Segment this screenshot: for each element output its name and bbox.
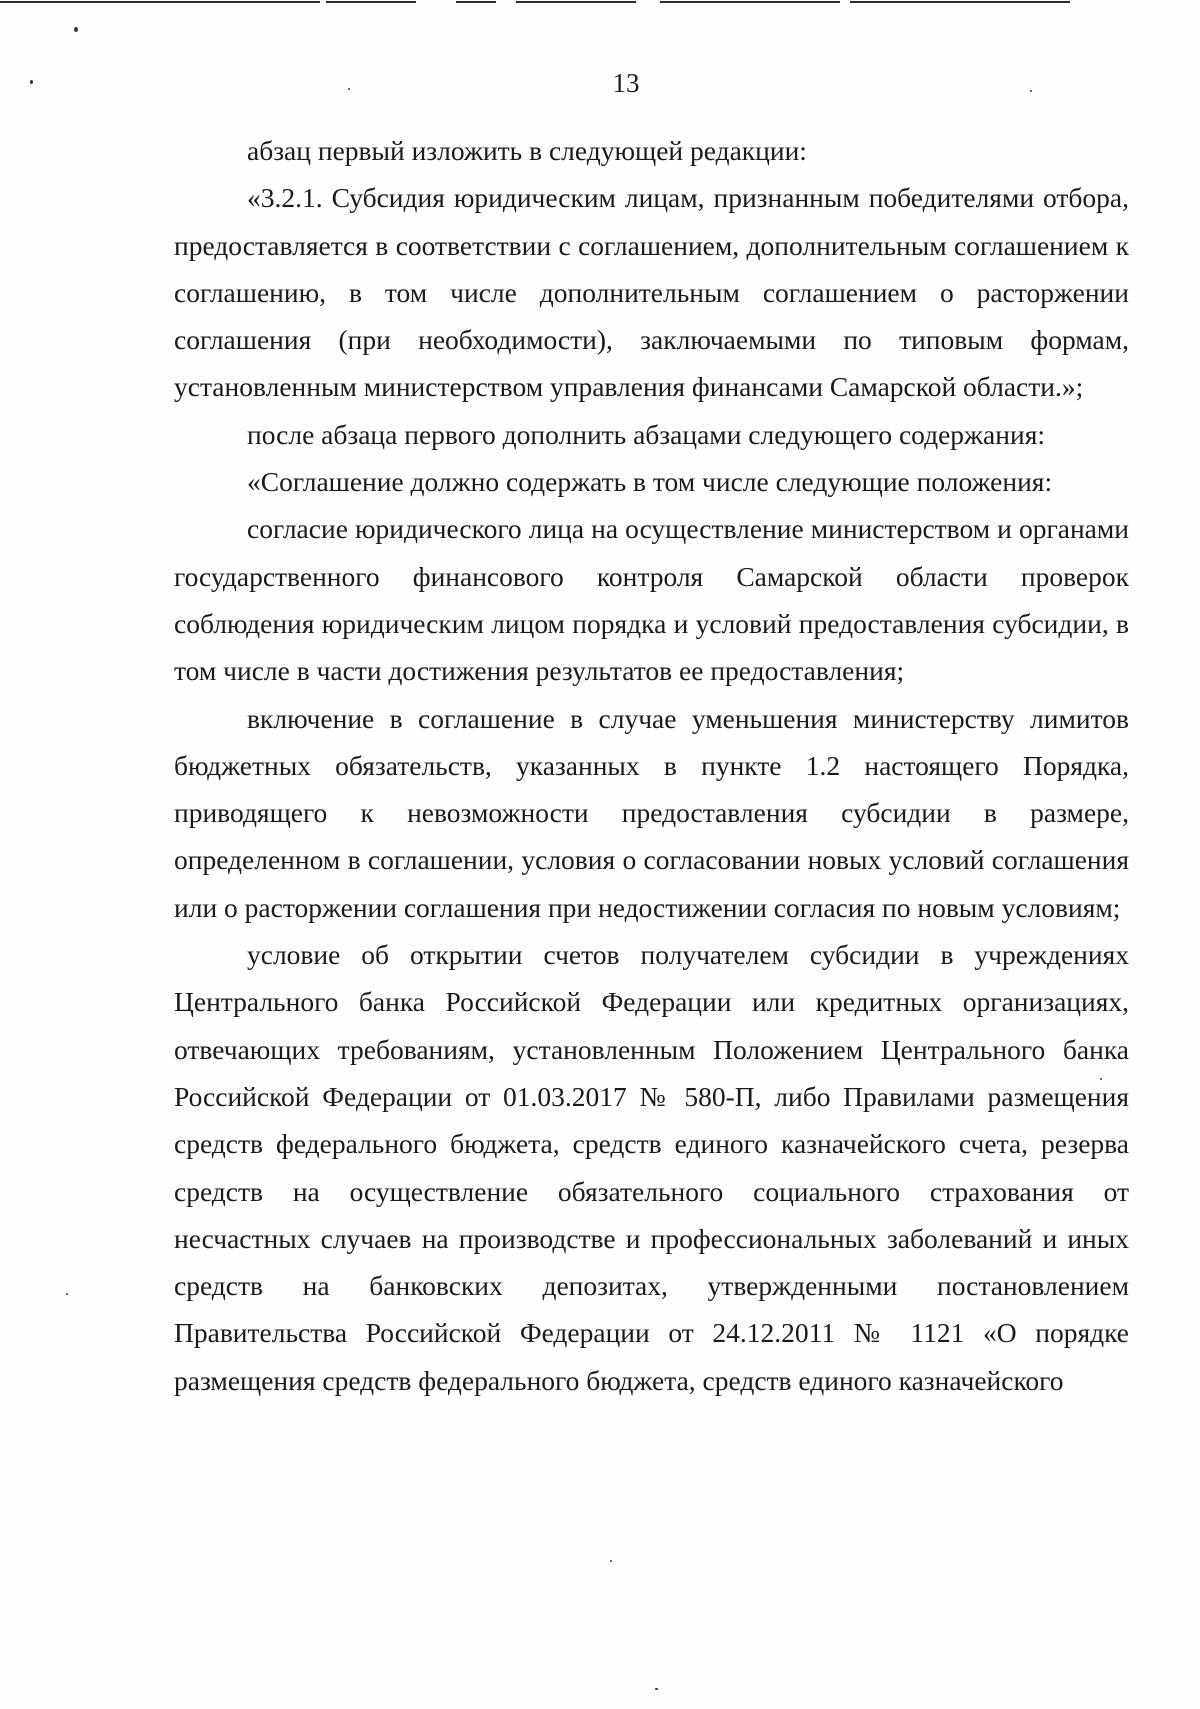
paragraph: абзац первый изложить в следующей редакции: — [247, 135, 807, 166]
paragraph: согласие юридического лица на осуществление министерством и органами государственного финансового контроля Самарской области проверок соблюдения юридическим лицом порядка и условий предоставления субсидии, в том числе в части достижения результатов ее предоставления; — [174, 513, 1129, 687]
paragraph: условие об открытии счетов получателем субсидии в учреждениях Центрального банка Российской Федерации или кредитных организациях, отвечающих требованиям, установленным Положением Центрального банка Российской Федерации от 01.03.2017 № 580-П, либо Правилами размещения средств федерального бюджета, средств единого казначейского счета, резерва средств на осуществление обязательного социального страхования от несчастных случаев на производстве и профессиональных заболеваний и иных средств на банковских депозитах, утвержденными постановлением Правительства Российской Федерации от 24.12.2011 № 1121 «О порядке размещения средств федерального бюджета, средств единого казначейского — [174, 939, 1129, 1396]
paragraph: включение в соглашение в случае уменьшения министерству лимитов бюджетных обязательств, указанных в пункте 1.2 настоящего Порядка, приводящего к невозможности предоставления субсидии в размере, определенном в соглашении, условия о согласовании новых условий соглашения или о расторжении соглашения при недостижении согласия по новым условиям; — [174, 702, 1129, 923]
scan-top-edge — [0, 0, 1200, 4]
scan-speck — [66, 1293, 68, 1295]
scan-speck — [655, 1688, 658, 1690]
paragraph: «3.2.1. Субсидия юридическим лицам, признанным победителями отбора, предоставляется в соответствии с соглашением, дополнительным соглашением к соглашению, в том числе дополнительным соглашением о расторжении соглашения (при необходимости), заключаемыми по типовым формам, установленным министерством управления финансами Самарской области.»; — [174, 182, 1129, 403]
document-body — [174, 127, 1129, 1404]
paragraph: после абзаца первого дополнить абзацами следующего содержания: — [247, 418, 1045, 450]
scan-speck — [610, 1560, 612, 1562]
page-number: 13 — [612, 68, 640, 98]
paragraph: «Соглашение должно содержать в том числе следующие положения: — [247, 466, 1053, 498]
scan-speck — [74, 27, 78, 32]
